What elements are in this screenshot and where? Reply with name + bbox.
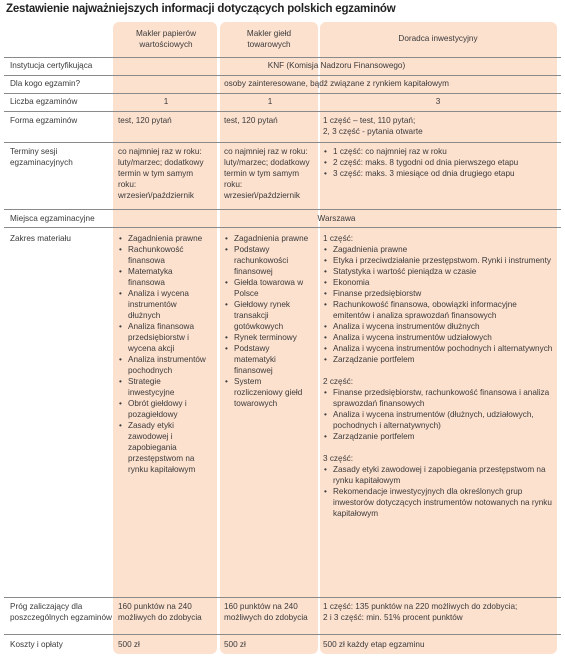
threshold-broker-securities: 160 punktów na 240 możliwych do zdobycia bbox=[118, 602, 202, 622]
form-broker-commodities: test, 120 pytań bbox=[224, 116, 278, 125]
institution-value: KNF (Komisja Nadzoru Finansowego) bbox=[267, 61, 406, 70]
location-value: Warszawa bbox=[317, 214, 356, 223]
header-broker-commodities: Makler giełd towarowych bbox=[246, 29, 292, 49]
list-item: • Giełda towarowa w Polsce bbox=[224, 277, 312, 299]
count-broker-securities: 1 bbox=[163, 97, 169, 106]
list-item: • Analiza finansowa przedsiębiorstw i wycena akcji bbox=[118, 321, 206, 354]
scope-investment-advisor bbox=[323, 233, 553, 519]
list-item: • Analiza i wycena instrumentów dłużnych bbox=[323, 321, 553, 332]
list-item: • Matematyka finansowa bbox=[118, 266, 206, 288]
row-divider bbox=[4, 75, 561, 76]
list-item: • 1 część: co najmniej raz w roku bbox=[323, 146, 553, 157]
list-item: • Rachunkowość finansowa, obowiązki informacyjne emitentów i analiza sprawozdań finansowych bbox=[323, 299, 553, 321]
list-item: • Analiza i wycena instrumentów udziałowych bbox=[323, 332, 553, 343]
list-item: • Rekomendacje inwestycyjnych dla określonych grup inwestorów dotyczących instrumentów notowanych na rynku kapitałowym bbox=[323, 486, 553, 519]
list-item: • Analiza i wycena instrumentów pochodnych i alternatywnych bbox=[323, 343, 553, 354]
list-item: • 2 część: maks. 8 tygodni od dnia pierwszego etapu bbox=[323, 157, 553, 168]
list-item: • Obrót giełdowy i pozagiełdowy bbox=[118, 398, 206, 420]
scope-broker-securities bbox=[118, 233, 206, 475]
row-label-institution: Instytucja certyfikująca bbox=[10, 61, 93, 70]
list-item: • Zarządzanie portfelem bbox=[323, 431, 553, 442]
list-item: • Zarządzanie portfelem bbox=[323, 354, 553, 365]
row-label-costs: Koszty i opłaty bbox=[10, 640, 63, 649]
header-broker-securities: Makler papierów wartościowych bbox=[135, 29, 197, 49]
row-label-threshold: Próg zaliczający dla poszczególnych egzaminów bbox=[10, 602, 112, 622]
scope-part-3-title: 3 część: bbox=[323, 454, 354, 463]
list-item: • Strategie inwestycyjne bbox=[118, 376, 206, 398]
row-divider bbox=[4, 111, 561, 112]
form-advisor-line-1: 1 część – test, 110 pytań; bbox=[323, 116, 416, 125]
row-divider bbox=[4, 142, 561, 143]
list-item: • System rozliczeniowy giełd towarowych bbox=[224, 376, 312, 409]
row-label-form: Forma egzaminów bbox=[10, 116, 78, 125]
scope-part-1-title: 1 część: bbox=[323, 234, 354, 243]
row-label-sessions: Terminy sesji egzaminacyjnych bbox=[10, 147, 73, 167]
row-divider bbox=[4, 634, 561, 635]
page-title: Zestawienie najważniejszych informacji dotyczących polskich egzaminów bbox=[6, 3, 396, 15]
list-item: • Ekonomia bbox=[323, 277, 553, 288]
list-item: • Zagadnienia prawne bbox=[224, 233, 312, 244]
scope-part-2-title: 2 część: bbox=[323, 377, 354, 386]
sessions-investment-advisor bbox=[323, 146, 553, 179]
list-item: • Zasady etyki zawodowej i zapobiegania przestępstwom na rynku kapitałowym bbox=[323, 464, 553, 486]
threshold-advisor-line-2: 2 i 3 część: min. 51% procent punktów bbox=[323, 613, 463, 622]
list-item: • Statystyka i wartość pieniądza w czasie bbox=[323, 266, 553, 277]
list-item: • Rynek terminowy bbox=[224, 332, 312, 343]
threshold-investment-advisor bbox=[323, 601, 553, 623]
list-item: • Analiza instrumentów pochodnych bbox=[118, 354, 206, 376]
row-label-scope: Zakres materiału bbox=[10, 234, 71, 243]
list-item: • Zasady etyki zawodowej i zapobiegania przestępstwom na rynku kapitałowym bbox=[118, 420, 206, 475]
row-divider bbox=[4, 93, 561, 94]
threshold-broker-commodities: 160 punktów na 240 możliwych do zdobycia bbox=[224, 602, 308, 622]
scope-broker-commodities bbox=[224, 233, 312, 409]
exam-comparison-table bbox=[0, 22, 565, 658]
list-item: • Podstawy rachunkowości finansowej bbox=[224, 244, 312, 277]
header-investment-advisor: Doradca inwestycyjny bbox=[398, 34, 478, 43]
row-label-location: Miejsca egzaminacyjne bbox=[10, 214, 95, 223]
form-broker-securities: test, 120 pytań bbox=[118, 116, 172, 125]
audience-value: osoby zainteresowane, bądź związane z rynkiem kapitałowym bbox=[224, 79, 449, 88]
threshold-advisor-line-1: 1 część: 135 punktów na 220 możliwych do zdobycia; bbox=[323, 602, 518, 611]
count-broker-commodities: 1 bbox=[267, 97, 273, 106]
count-investment-advisor: 3 bbox=[435, 97, 441, 106]
list-item: • Analiza i wycena instrumentów (dłużnych, udziałowych, pochodnych i alternatywnych) bbox=[323, 409, 553, 431]
sessions-broker-commodities: co najmniej raz w roku: luty/marzec; dodatkowy termin w tym samym roku: wrzesień/październik bbox=[224, 147, 310, 200]
form-investment-advisor bbox=[323, 115, 553, 137]
row-label-count: Liczba egzaminów bbox=[10, 97, 78, 106]
costs-broker-commodities: 500 zł bbox=[224, 640, 246, 649]
list-item: • Podstawy matematyki finansowej bbox=[224, 343, 312, 376]
sessions-broker-securities: co najmniej raz w roku: luty/marzec; dodatkowy termin w tym samym roku: wrzesień/październik bbox=[118, 147, 204, 200]
list-item: • Analiza i wycena instrumentów dłużnych bbox=[118, 288, 206, 321]
list-item: • Etyka i przeciwdziałanie przestępstwom. Rynki i instrumenty bbox=[323, 255, 553, 266]
row-label-audience: Dla kogo egzamin? bbox=[10, 79, 81, 88]
row-divider bbox=[4, 227, 561, 228]
list-item: • Finanse przedsiębiorstw bbox=[323, 288, 553, 299]
list-item: • Zagadnienia prawne bbox=[323, 244, 553, 255]
costs-broker-securities: 500 zł bbox=[118, 640, 140, 649]
list-item: • 3 część: maks. 3 miesiące od dnia drugiego etapu bbox=[323, 168, 553, 179]
costs-investment-advisor: 500 zł każdy etap egzaminu bbox=[323, 640, 425, 649]
row-divider bbox=[4, 597, 561, 598]
row-divider bbox=[4, 209, 561, 210]
list-item: • Finanse przedsiębiorstw, rachunkowość finansowa i analiza sprawozdań finansowych bbox=[323, 387, 553, 409]
list-item: • Zagadnienia prawne bbox=[118, 233, 206, 244]
row-divider bbox=[4, 57, 561, 58]
list-item: • Rachunkowość finansowa bbox=[118, 244, 206, 266]
list-item: • Giełdowy rynek transakcji gotówkowych bbox=[224, 299, 312, 332]
form-advisor-line-2: 2, 3 część - pytania otwarte bbox=[323, 127, 423, 136]
